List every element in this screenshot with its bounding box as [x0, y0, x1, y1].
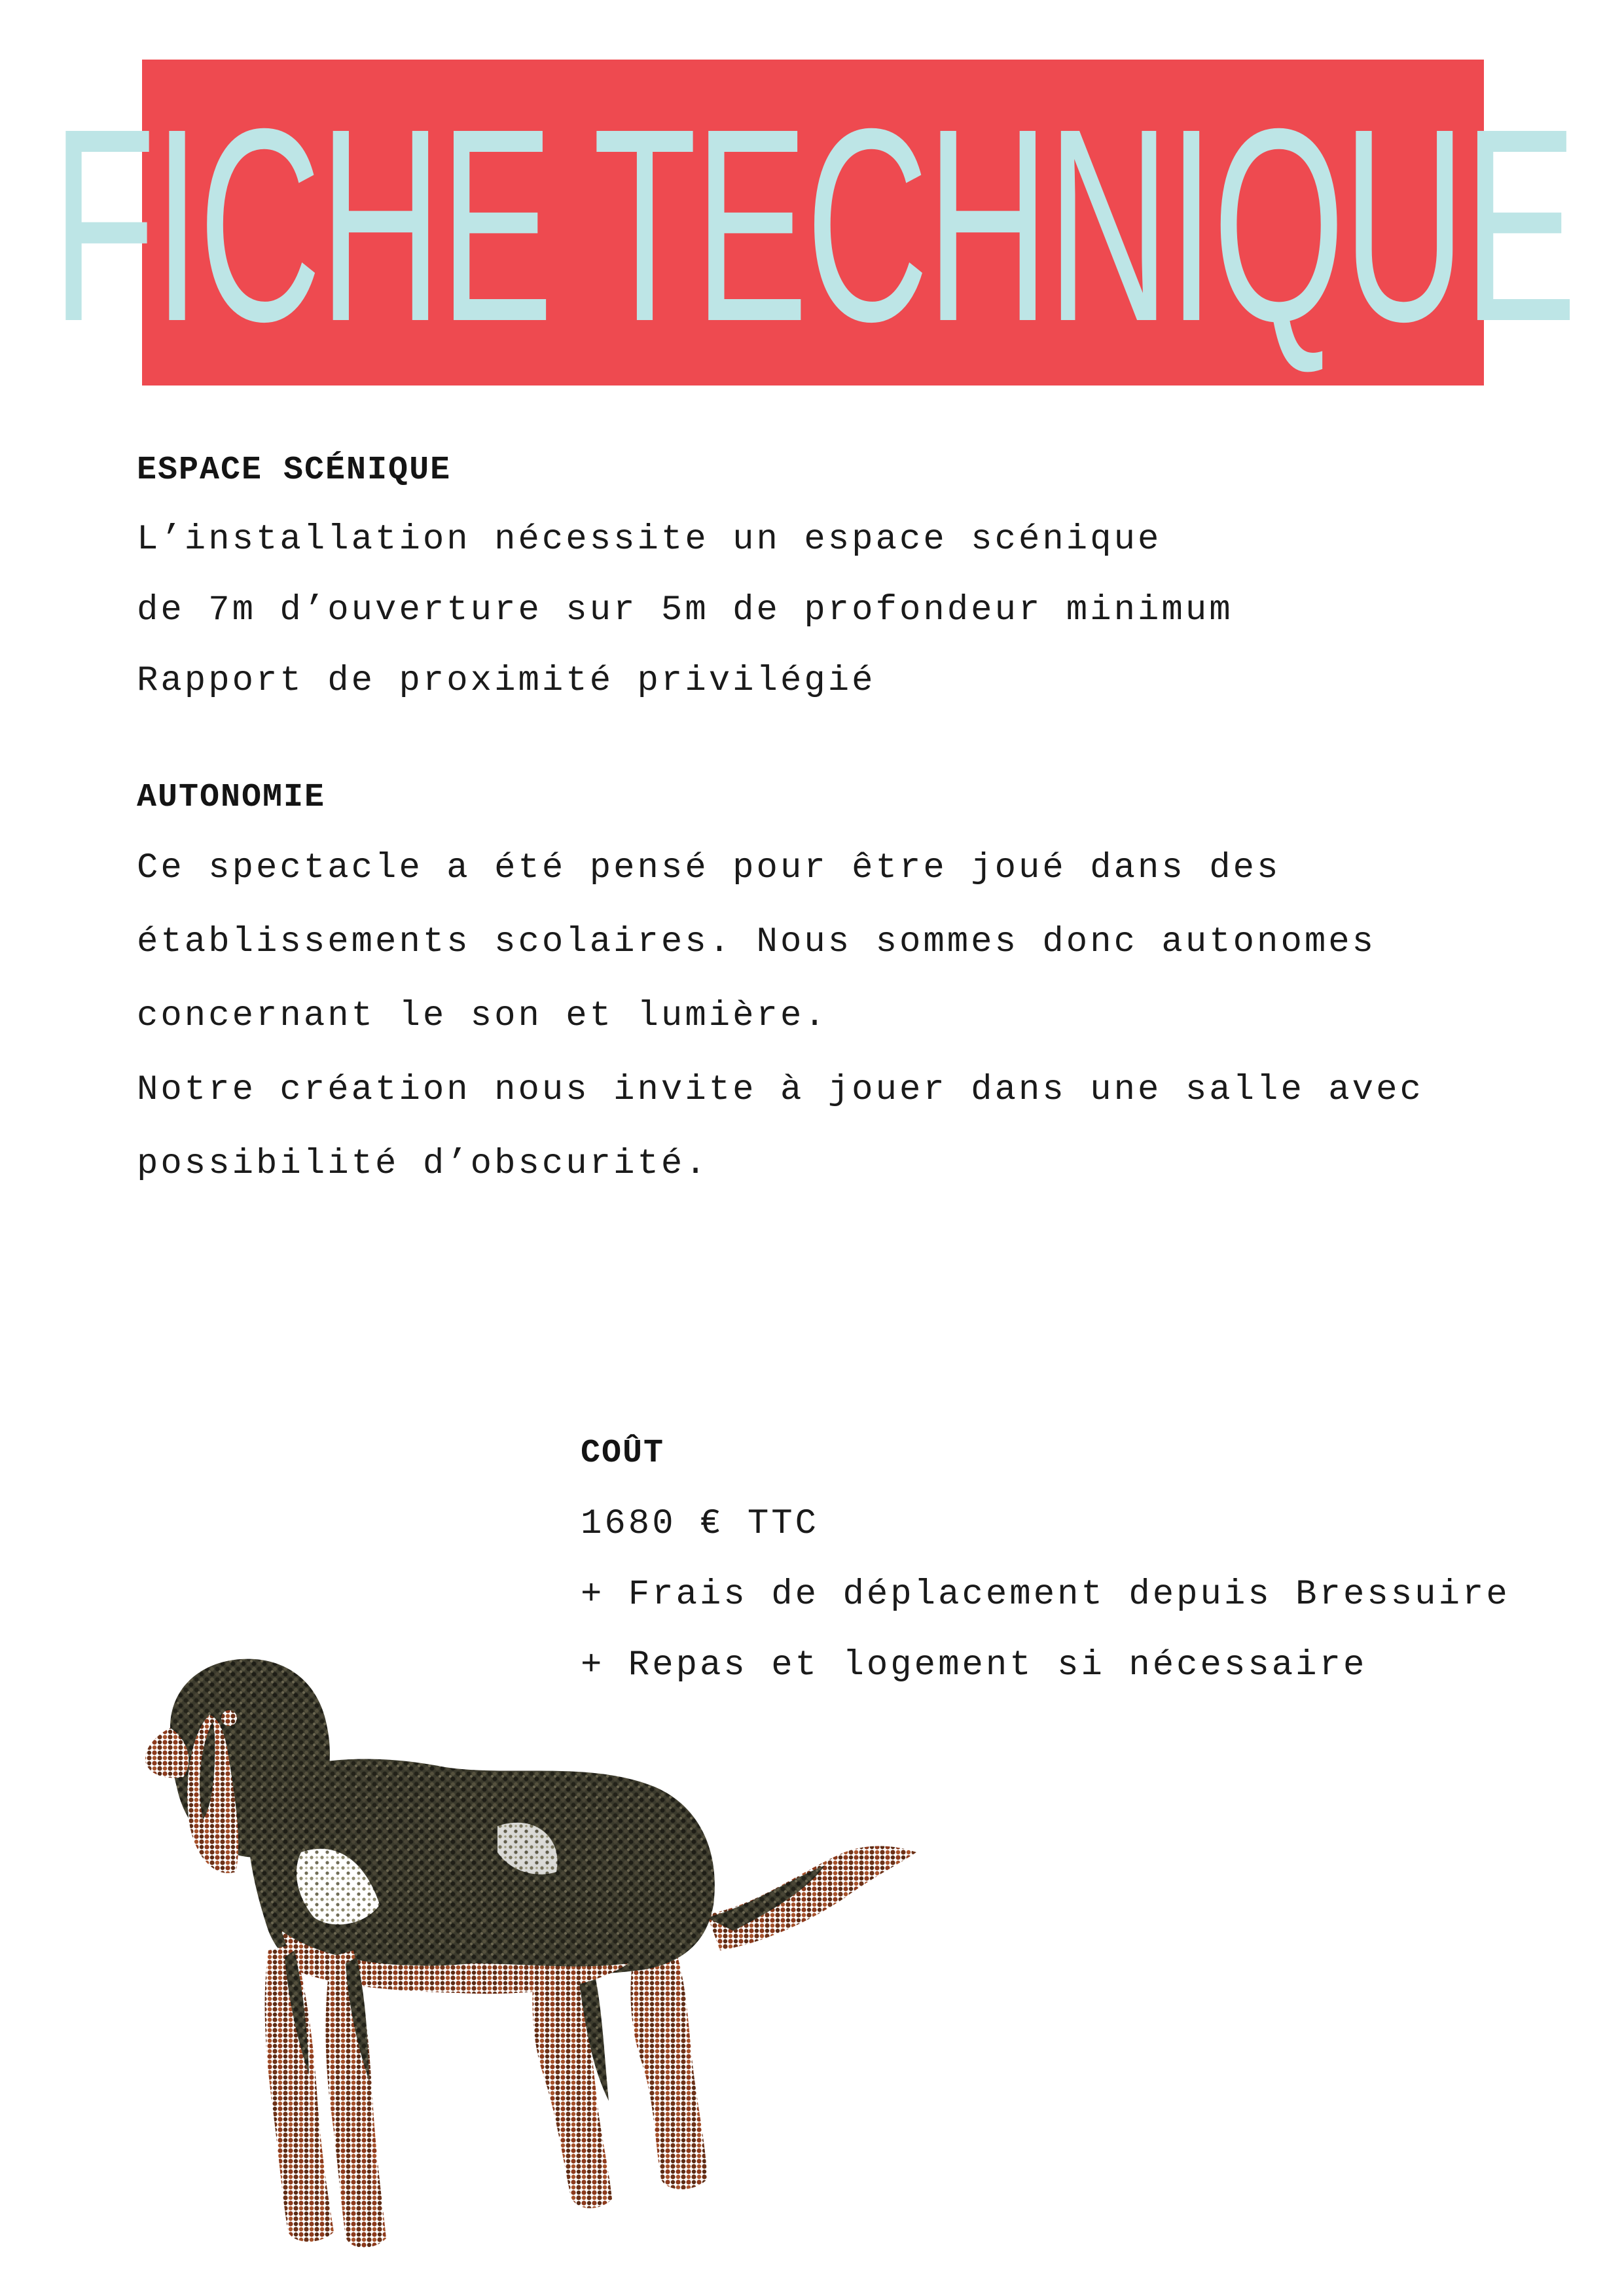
- autonomie-line: possibilité d’obscurité.: [137, 1144, 709, 1184]
- cout-heading: COÛT: [581, 1435, 665, 1472]
- autonomie-line: concernant le son et lumière.: [137, 996, 828, 1036]
- espace-heading: ESPACE SCÉNIQUE: [137, 452, 452, 489]
- dog-illustration: [131, 1656, 969, 2265]
- autonomie-heading: AUTONOMIE: [137, 779, 326, 816]
- page-title: FICHE TECHNIQUE: [51, 72, 1575, 379]
- espace-line: de 7m d’ouverture sur 5m de profondeur minimum: [137, 590, 1233, 630]
- cout-line: + Frais de déplacement depuis Bressuire: [581, 1575, 1510, 1615]
- espace-line: Rapport de proximité privilégié: [137, 661, 876, 701]
- espace-line: L’installation nécessite un espace scénique: [137, 520, 1162, 560]
- title-banner: [51, 60, 1575, 386]
- cout-line: + Repas et logement si nécessaire: [581, 1645, 1367, 1685]
- autonomie-line: Notre création nous invite à jouer dans une salle avec: [137, 1070, 1424, 1110]
- autonomie-line: Ce spectacle a été pensé pour être joué dans des: [137, 848, 1281, 888]
- autonomie-line: établissements scolaires. Nous sommes donc autonomes: [137, 922, 1377, 962]
- cout-line: 1680 € TTC: [581, 1504, 820, 1544]
- dog-tail: [707, 1846, 916, 1950]
